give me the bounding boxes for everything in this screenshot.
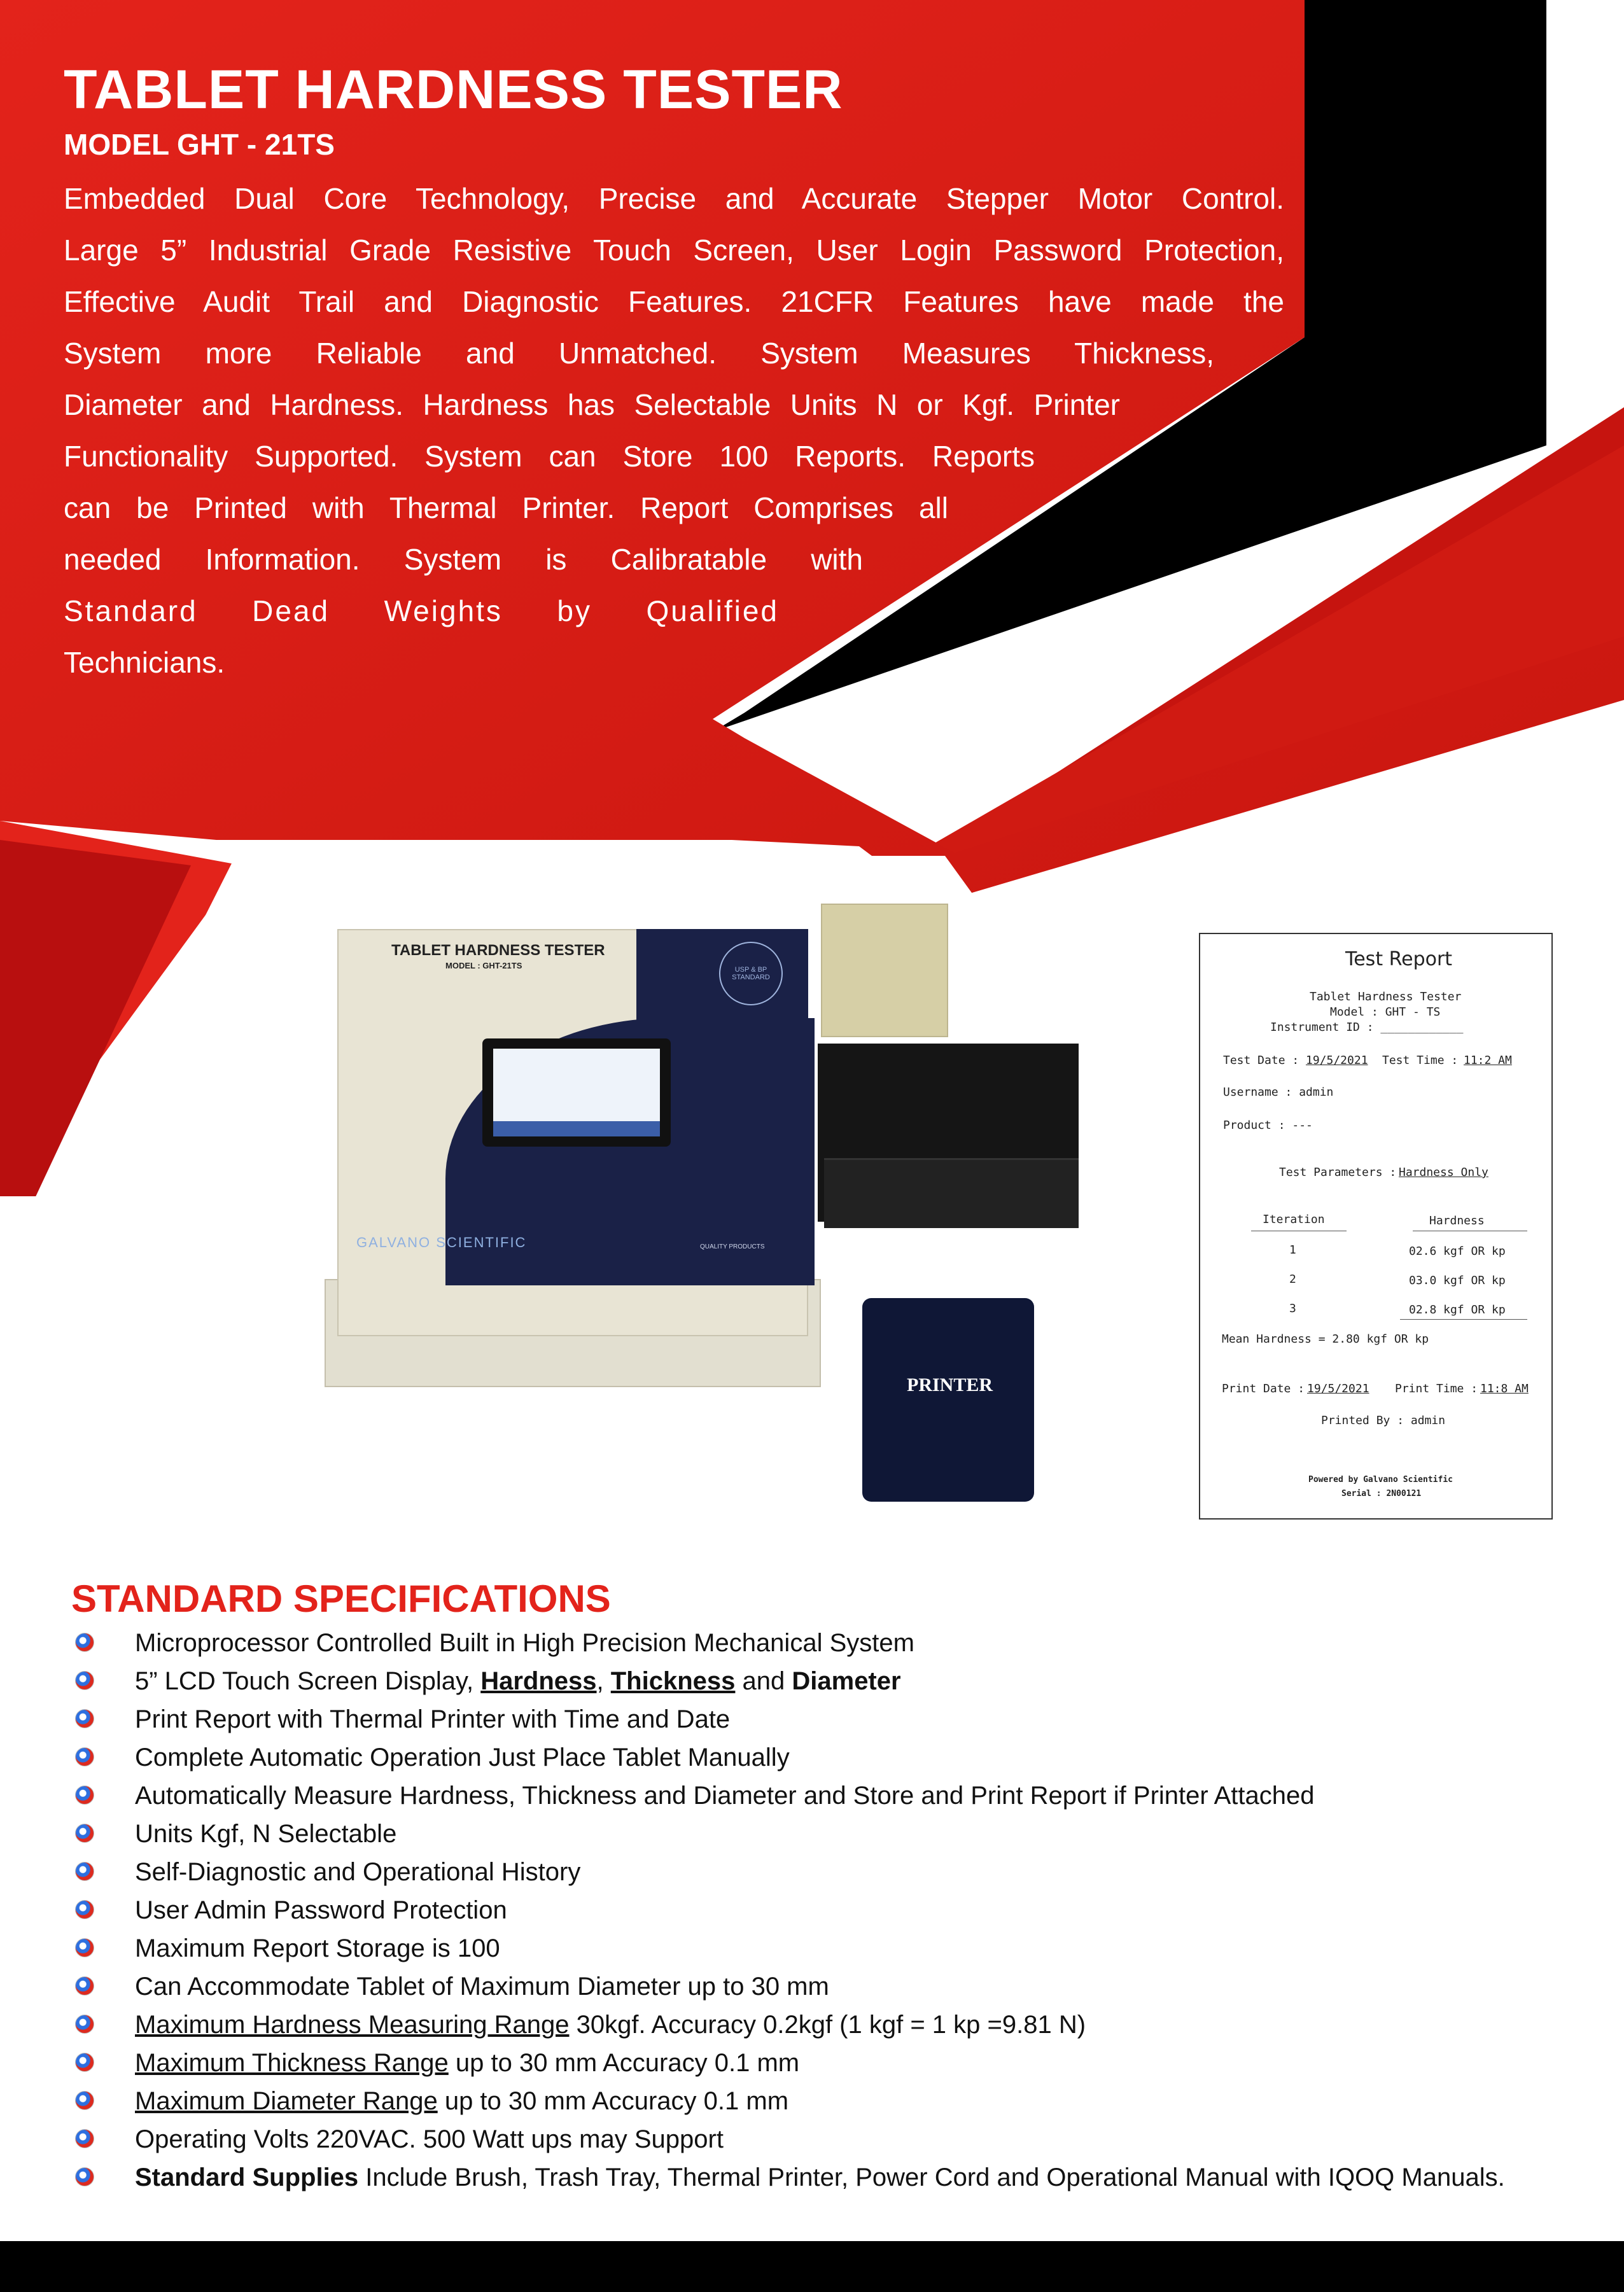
tablet-shield <box>821 904 948 1037</box>
description-line: Effective Audit Trail and Diagnostic Features. 21CFR Features have made the <box>64 285 1284 318</box>
description-line: Large 5” Industrial Grade Resistive Touch Screen, User Login Password Protection, <box>64 234 1284 267</box>
measuring-unit-front <box>824 1158 1079 1228</box>
description-line: Standard Dead Weights by Qualified <box>64 594 779 627</box>
receipt-username: Username : admin <box>1223 1086 1334 1099</box>
receipt-mean: Mean Hardness = 2.80 kgf OR kp <box>1222 1332 1429 1346</box>
bullet-icon <box>75 1862 94 1881</box>
bullet-icon <box>75 1900 94 1919</box>
bullet-icon <box>75 1671 94 1690</box>
spec-item: Operating Volts 220VAC. 500 Watt ups may Support <box>71 2120 1560 2158</box>
specifications-list <box>71 1624 1560 2197</box>
footer-bar <box>0 2241 1624 2292</box>
spec-item: Maximum Report Storage is 100 <box>71 1929 1560 1967</box>
receipt-print-date: 19/5/2021 <box>1307 1382 1369 1395</box>
description-line: Diameter and Hardness. Hardness has Selectable Units N or Kgf. Printer <box>64 388 1120 421</box>
receipt-col-iteration: Iteration <box>1263 1213 1325 1226</box>
bullet-icon <box>75 1824 94 1843</box>
spec-item: Microprocessor Controlled Built in High Precision Mechanical System <box>71 1624 1560 1662</box>
bullet-icon <box>75 2091 94 2110</box>
receipt-row-value: 03.0 kgf OR kp <box>1409 1274 1506 1287</box>
receipt-model: Model : GHT - TS <box>1330 1005 1441 1019</box>
tester-panel-title: TABLET HARDNESS TESTER <box>391 942 605 959</box>
bullet-icon <box>75 2015 94 2034</box>
spec-item: Can Accommodate Tablet of Maximum Diameter up to 30 mm <box>71 1967 1560 2006</box>
bullet-icon <box>75 2167 94 2186</box>
spec-item: Standard Supplies Include Brush, Trash Tray, Thermal Printer, Power Cord and Operational Manual with IQOQ Manuals. <box>71 2158 1560 2197</box>
bullet-icon <box>75 1633 94 1652</box>
receipt-test-date: 19/5/2021 <box>1306 1054 1368 1067</box>
spec-item: Maximum Diameter Range up to 30 mm Accuracy 0.1 mm <box>71 2082 1560 2120</box>
receipt-test-time: 11:2 AM <box>1464 1054 1512 1067</box>
bullet-icon <box>75 1747 94 1766</box>
spec-item: Print Report with Thermal Printer with Time and Date <box>71 1700 1560 1738</box>
model-subtitle: MODEL GHT - 21TS <box>64 128 335 161</box>
tester-panel-model: MODEL : GHT-21TS <box>445 961 522 970</box>
description-line: Functionality Supported. System can Store 100 Reports. Reports <box>64 440 1035 473</box>
specifications-heading: STANDARD SPECIFICATIONS <box>71 1577 611 1620</box>
thermal-printer <box>862 1298 1034 1502</box>
receipt-print-time-label: Print Time : <box>1395 1382 1478 1395</box>
receipt-powered: Powered by Galvano Scientific <box>1308 1475 1453 1485</box>
quality-label: QUALITY PRODUCTS <box>700 1243 765 1250</box>
receipt-serial: Serial : 2N00121 <box>1341 1489 1422 1499</box>
description-line: Embedded Dual Core Technology, Precise and Accurate Stepper Motor Control. <box>64 182 1284 215</box>
receipt-print-time: 11:8 AM <box>1480 1382 1529 1395</box>
receipt-print-date-label: Print Date : <box>1222 1382 1305 1395</box>
spec-item: Automatically Measure Hardness, Thickness and Diameter and Store and Print Report if Printer Attached <box>71 1777 1560 1815</box>
receipt-product: Product : --- <box>1223 1119 1313 1132</box>
bullet-icon <box>75 1938 94 1957</box>
receipt-row-n: 1 <box>1289 1243 1296 1257</box>
bullet-icon <box>75 1785 94 1805</box>
receipt-printed-by: Printed By : admin <box>1321 1414 1446 1427</box>
spec-item: Maximum Thickness Range up to 30 mm Accuracy 0.1 mm <box>71 2044 1560 2082</box>
description-line: System more Reliable and Unmatched. System Measures Thickness, <box>64 337 1214 370</box>
receipt-rule <box>1400 1319 1527 1320</box>
receipt-subtitle: Tablet Hardness Tester <box>1310 990 1462 1003</box>
description-line: needed Information. System is Calibratable with <box>64 543 863 576</box>
usp-bp-seal-icon: USP & BP STANDARD <box>719 942 783 1005</box>
description-line: Technicians. <box>64 646 225 679</box>
spec-item: Maximum Hardness Measuring Range 30kgf. Accuracy 0.2kgf (1 kgf = 1 kp =9.81 N) <box>71 2006 1560 2044</box>
bullet-icon <box>75 1976 94 1995</box>
receipt-test-time-label: Test Time : <box>1382 1054 1459 1067</box>
touch-screen-toolbar <box>493 1121 660 1136</box>
printer-label: PRINTER <box>907 1374 993 1395</box>
spec-item: Units Kgf, N Selectable <box>71 1815 1560 1853</box>
spec-item: Self-Diagnostic and Operational History <box>71 1853 1560 1891</box>
receipt-row-value: 02.6 kgf OR kp <box>1409 1245 1506 1258</box>
page-title: TABLET HARDNESS TESTER <box>64 59 843 120</box>
bullet-icon <box>75 2053 94 2072</box>
receipt-params: Hardness Only <box>1399 1166 1488 1179</box>
receipt-title: Test Report <box>1345 948 1453 970</box>
brand-logo: GALVANO SCIENTIFIC <box>356 1234 527 1250</box>
receipt-col-hardness: Hardness <box>1429 1214 1485 1227</box>
spec-item: User Admin Password Protection <box>71 1891 1560 1929</box>
bullet-icon <box>75 1709 94 1728</box>
spec-item: 5” LCD Touch Screen Display, Hardness, Thickness and Diameter <box>71 1662 1560 1700</box>
receipt-params-label: Test Parameters : <box>1279 1166 1397 1179</box>
spec-item: Complete Automatic Operation Just Place Tablet Manually <box>71 1738 1560 1777</box>
receipt-row-n: 3 <box>1289 1302 1296 1315</box>
receipt-instrument: Instrument ID : ____________ <box>1270 1021 1464 1034</box>
bullet-icon <box>75 2129 94 2148</box>
description-line: can be Printed with Thermal Printer. Report Comprises all <box>64 491 948 524</box>
receipt-test-date-label: Test Date : <box>1223 1054 1299 1067</box>
receipt-row-n: 2 <box>1289 1273 1296 1286</box>
receipt-row-value: 02.8 kgf OR kp <box>1409 1303 1506 1317</box>
